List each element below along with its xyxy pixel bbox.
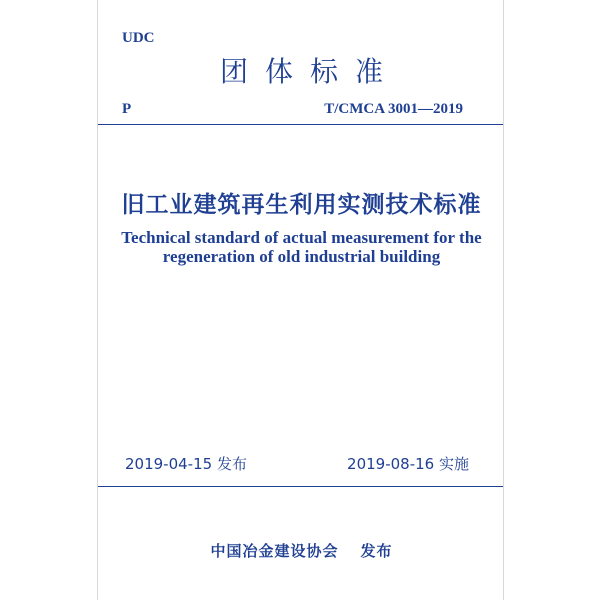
classification-label: P (122, 101, 132, 117)
implementation-date: 2019-08-16 实施 (347, 455, 469, 473)
publisher-line (98, 540, 505, 561)
document-title-english-line2: regeneration of old industrial building (162, 247, 441, 266)
udc-label: UDC (122, 30, 155, 46)
bottom-divider (98, 486, 503, 487)
issue-date: 2019-04-15 发布 (125, 455, 247, 473)
publisher-name: 中国冶金建设协会 (210, 542, 339, 560)
document-title-chinese: 旧工业建筑再生利用实测技术标准 (121, 192, 482, 218)
document-title-english-line1: Technical standard of actual measurement for the (121, 228, 482, 247)
publisher-action: 发布 (360, 542, 393, 560)
standard-code: T/CMCA 3001—2019 (324, 101, 463, 117)
top-divider (98, 124, 503, 125)
standard-cover (97, 0, 504, 600)
standard-type-heading: 团体标准 (219, 55, 400, 88)
